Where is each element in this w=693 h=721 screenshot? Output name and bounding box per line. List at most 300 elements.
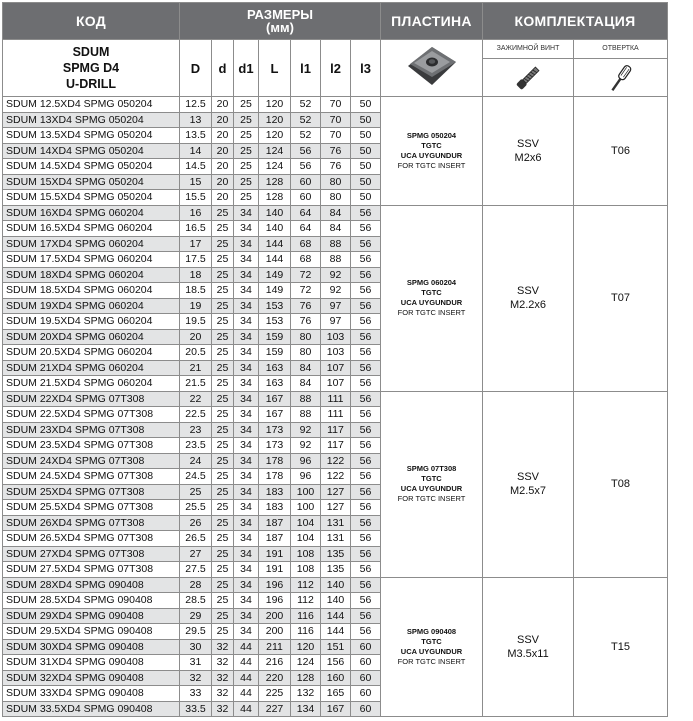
row-l1: 104 bbox=[291, 531, 321, 547]
row-d: 25 bbox=[212, 515, 234, 531]
row-code: SDUM 12.5XD4 SPMG 050204 bbox=[3, 97, 180, 113]
row-l1: 92 bbox=[291, 438, 321, 454]
row-code: SDUM 24XD4 SPMG 07T308 bbox=[3, 453, 180, 469]
screw-line: M2x6 bbox=[514, 151, 542, 164]
row-l2: 103 bbox=[321, 345, 351, 361]
row-D: 22.5 bbox=[180, 407, 212, 423]
row-l1: 112 bbox=[291, 593, 321, 609]
row-l1: 52 bbox=[291, 112, 321, 128]
row-D: 24 bbox=[180, 453, 212, 469]
row-l2: 70 bbox=[321, 97, 351, 113]
row-d1: 34 bbox=[234, 562, 259, 578]
row-code: SDUM 28.5XD4 SPMG 090408 bbox=[3, 593, 180, 609]
row-code: SDUM 26XD4 SPMG 07T308 bbox=[3, 515, 180, 531]
row-l2: 97 bbox=[321, 314, 351, 330]
row-l1: 108 bbox=[291, 546, 321, 562]
row-D: 19 bbox=[180, 298, 212, 314]
row-d1: 34 bbox=[234, 469, 259, 485]
row-d: 25 bbox=[212, 329, 234, 345]
row-l3: 56 bbox=[351, 438, 381, 454]
row-d1: 25 bbox=[234, 174, 259, 190]
row-d1: 34 bbox=[234, 593, 259, 609]
row-D: 18.5 bbox=[180, 283, 212, 299]
dim-header-l1: l1 bbox=[291, 40, 321, 97]
row-l3: 60 bbox=[351, 639, 381, 655]
row-L: 140 bbox=[259, 221, 291, 237]
row-l2: 88 bbox=[321, 252, 351, 268]
insert-info bbox=[381, 205, 483, 391]
row-d1: 44 bbox=[234, 670, 259, 686]
row-l3: 50 bbox=[351, 128, 381, 144]
row-d: 20 bbox=[212, 159, 234, 175]
row-d1: 34 bbox=[234, 624, 259, 640]
row-d1: 34 bbox=[234, 546, 259, 562]
row-code: SDUM 29XD4 SPMG 090408 bbox=[3, 608, 180, 624]
insert-line: SPMG 050204 bbox=[406, 130, 457, 140]
screw-info bbox=[483, 97, 574, 206]
row-D: 15 bbox=[180, 174, 212, 190]
row-l2: 127 bbox=[321, 484, 351, 500]
row-d1: 34 bbox=[234, 205, 259, 221]
row-code: SDUM 22.5XD4 SPMG 07T308 bbox=[3, 407, 180, 423]
row-l1: 56 bbox=[291, 143, 321, 159]
screw-line: SSV bbox=[516, 285, 539, 297]
row-l3: 50 bbox=[351, 174, 381, 190]
row-d: 25 bbox=[212, 422, 234, 438]
header-dimensions-title: РАЗМЕРЫ bbox=[247, 7, 313, 22]
insert-line: UCA UYGUNDUR bbox=[400, 150, 463, 160]
row-code: SDUM 29.5XD4 SPMG 090408 bbox=[3, 624, 180, 640]
row-l2: 151 bbox=[321, 639, 351, 655]
row-code: SDUM 32XD4 SPMG 090408 bbox=[3, 670, 180, 686]
row-D: 16 bbox=[180, 205, 212, 221]
row-D: 21.5 bbox=[180, 376, 212, 392]
insert-line: SPMG 07T308 bbox=[406, 464, 457, 473]
row-d: 25 bbox=[212, 593, 234, 609]
row-d1: 34 bbox=[234, 577, 259, 593]
row-l3: 50 bbox=[351, 159, 381, 175]
row-d1: 34 bbox=[234, 283, 259, 299]
row-l3: 56 bbox=[351, 360, 381, 376]
row-code: SDUM 13XD4 SPMG 050204 bbox=[3, 112, 180, 128]
row-L: 163 bbox=[259, 376, 291, 392]
row-l3: 50 bbox=[351, 112, 381, 128]
row-d1: 34 bbox=[234, 267, 259, 283]
row-l3: 60 bbox=[351, 701, 381, 717]
row-d: 20 bbox=[212, 97, 234, 113]
row-d1: 44 bbox=[234, 701, 259, 717]
row-D: 29 bbox=[180, 608, 212, 624]
row-d: 25 bbox=[212, 205, 234, 221]
row-code: SDUM 17XD4 SPMG 060204 bbox=[3, 236, 180, 252]
row-d1: 25 bbox=[234, 97, 259, 113]
row-L: 178 bbox=[259, 469, 291, 485]
row-l2: 122 bbox=[321, 469, 351, 485]
row-L: 124 bbox=[259, 159, 291, 175]
row-l1: 60 bbox=[291, 174, 321, 190]
row-l3: 56 bbox=[351, 221, 381, 237]
header-dimensions-unit: (мм) bbox=[266, 20, 294, 35]
row-d: 25 bbox=[212, 407, 234, 423]
row-l3: 56 bbox=[351, 562, 381, 578]
row-code: SDUM 15.5XD4 SPMG 050204 bbox=[3, 190, 180, 206]
row-L: 183 bbox=[259, 500, 291, 516]
row-D: 14 bbox=[180, 143, 212, 159]
row-L: 196 bbox=[259, 593, 291, 609]
row-d: 25 bbox=[212, 531, 234, 547]
row-D: 12.5 bbox=[180, 97, 212, 113]
row-d: 25 bbox=[212, 608, 234, 624]
row-l2: 84 bbox=[321, 205, 351, 221]
row-l1: 88 bbox=[291, 407, 321, 423]
row-d: 20 bbox=[212, 174, 234, 190]
row-d1: 34 bbox=[234, 438, 259, 454]
row-l2: 144 bbox=[321, 624, 351, 640]
row-D: 31 bbox=[180, 655, 212, 671]
row-code: SDUM 30XD4 SPMG 090408 bbox=[3, 639, 180, 655]
row-d1: 34 bbox=[234, 329, 259, 345]
row-D: 27 bbox=[180, 546, 212, 562]
table-row bbox=[3, 97, 668, 113]
row-l1: 72 bbox=[291, 267, 321, 283]
row-L: 120 bbox=[259, 112, 291, 128]
row-code: SDUM 21.5XD4 SPMG 060204 bbox=[3, 376, 180, 392]
row-l1: 120 bbox=[291, 639, 321, 655]
row-l2: 103 bbox=[321, 329, 351, 345]
row-D: 19.5 bbox=[180, 314, 212, 330]
row-l1: 84 bbox=[291, 360, 321, 376]
row-l3: 50 bbox=[351, 97, 381, 113]
row-l1: 124 bbox=[291, 655, 321, 671]
row-d: 25 bbox=[212, 484, 234, 500]
row-l2: 97 bbox=[321, 298, 351, 314]
row-l3: 60 bbox=[351, 670, 381, 686]
row-D: 29.5 bbox=[180, 624, 212, 640]
title-line-3: U-DRILL bbox=[66, 77, 116, 91]
row-l1: 112 bbox=[291, 577, 321, 593]
row-l1: 76 bbox=[291, 298, 321, 314]
row-l2: 165 bbox=[321, 686, 351, 702]
row-l3: 56 bbox=[351, 283, 381, 299]
row-D: 23 bbox=[180, 422, 212, 438]
row-d: 25 bbox=[212, 314, 234, 330]
row-d: 20 bbox=[212, 143, 234, 159]
row-d: 20 bbox=[212, 190, 234, 206]
row-d1: 34 bbox=[234, 500, 259, 516]
table-row bbox=[3, 205, 668, 221]
row-D: 16.5 bbox=[180, 221, 212, 237]
table-row bbox=[3, 391, 668, 407]
row-l2: 88 bbox=[321, 236, 351, 252]
insert-line: FOR TGTC INSERT bbox=[397, 308, 466, 317]
screwdriver-icon bbox=[604, 61, 638, 95]
row-L: 128 bbox=[259, 174, 291, 190]
insert-info bbox=[381, 391, 483, 577]
row-d1: 25 bbox=[234, 112, 259, 128]
row-l1: 52 bbox=[291, 128, 321, 144]
title-line-2: SPMG D4 bbox=[62, 61, 120, 75]
row-D: 27.5 bbox=[180, 562, 212, 578]
key-info: T07 bbox=[574, 205, 668, 391]
key-info: T06 bbox=[574, 97, 668, 206]
row-D: 26.5 bbox=[180, 531, 212, 547]
row-l3: 56 bbox=[351, 469, 381, 485]
row-l2: 144 bbox=[321, 608, 351, 624]
row-D: 30 bbox=[180, 639, 212, 655]
row-L: 191 bbox=[259, 562, 291, 578]
row-l1: 128 bbox=[291, 670, 321, 686]
header-dimensions bbox=[180, 3, 381, 40]
row-D: 28 bbox=[180, 577, 212, 593]
row-l1: 96 bbox=[291, 469, 321, 485]
row-d: 25 bbox=[212, 624, 234, 640]
row-L: 124 bbox=[259, 143, 291, 159]
row-l3: 56 bbox=[351, 577, 381, 593]
row-d: 25 bbox=[212, 546, 234, 562]
key-info: T08 bbox=[574, 391, 668, 577]
dim-header-D: D bbox=[180, 40, 212, 97]
row-D: 17.5 bbox=[180, 252, 212, 268]
row-L: 225 bbox=[259, 686, 291, 702]
square-insert-icon bbox=[404, 44, 460, 88]
insert-line: TGTC bbox=[421, 474, 442, 483]
screw-line: M2.2x6 bbox=[509, 299, 547, 311]
row-code: SDUM 20.5XD4 SPMG 060204 bbox=[3, 345, 180, 361]
screw-line: SSV bbox=[516, 137, 539, 150]
row-l1: 108 bbox=[291, 562, 321, 578]
screw-info bbox=[483, 205, 574, 391]
row-L: 167 bbox=[259, 391, 291, 407]
row-d: 25 bbox=[212, 252, 234, 268]
row-L: 200 bbox=[259, 608, 291, 624]
spec-table-container bbox=[2, 2, 668, 717]
row-l2: 92 bbox=[321, 267, 351, 283]
row-l2: 131 bbox=[321, 515, 351, 531]
screw-header-cell bbox=[483, 40, 574, 97]
row-d1: 34 bbox=[234, 608, 259, 624]
row-D: 32 bbox=[180, 670, 212, 686]
row-l3: 56 bbox=[351, 531, 381, 547]
row-l2: 76 bbox=[321, 159, 351, 175]
row-l1: 96 bbox=[291, 453, 321, 469]
row-l2: 167 bbox=[321, 701, 351, 717]
row-D: 25.5 bbox=[180, 500, 212, 516]
row-d: 32 bbox=[212, 670, 234, 686]
row-d: 25 bbox=[212, 360, 234, 376]
row-code: SDUM 23XD4 SPMG 07T308 bbox=[3, 422, 180, 438]
row-d: 25 bbox=[212, 500, 234, 516]
row-L: 120 bbox=[259, 97, 291, 113]
row-l1: 104 bbox=[291, 515, 321, 531]
row-D: 28.5 bbox=[180, 593, 212, 609]
insert-line: UCA UYGUNDUR bbox=[400, 298, 463, 307]
row-L: 173 bbox=[259, 438, 291, 454]
row-l2: 70 bbox=[321, 112, 351, 128]
row-D: 25 bbox=[180, 484, 212, 500]
header-kit: КОМПЛЕКТАЦИЯ bbox=[483, 3, 668, 40]
row-d1: 44 bbox=[234, 686, 259, 702]
row-code: SDUM 25XD4 SPMG 07T308 bbox=[3, 484, 180, 500]
row-D: 23.5 bbox=[180, 438, 212, 454]
row-l3: 50 bbox=[351, 190, 381, 206]
insert-line: FOR TGTC INSERT bbox=[397, 160, 466, 170]
row-d: 20 bbox=[212, 112, 234, 128]
row-d1: 34 bbox=[234, 515, 259, 531]
row-d: 32 bbox=[212, 686, 234, 702]
row-l1: 84 bbox=[291, 376, 321, 392]
row-l3: 56 bbox=[351, 345, 381, 361]
row-l3: 50 bbox=[351, 143, 381, 159]
row-D: 13 bbox=[180, 112, 212, 128]
dim-header-d1: d1 bbox=[234, 40, 259, 97]
row-l1: 100 bbox=[291, 500, 321, 516]
table-row bbox=[3, 577, 668, 593]
row-l3: 56 bbox=[351, 608, 381, 624]
row-L: 187 bbox=[259, 531, 291, 547]
screw-line: SSV bbox=[516, 633, 539, 646]
insert-line: SPMG 060204 bbox=[406, 278, 457, 287]
row-l2: 107 bbox=[321, 360, 351, 376]
screw-line: SSV bbox=[516, 471, 539, 483]
row-L: 191 bbox=[259, 546, 291, 562]
row-L: 149 bbox=[259, 283, 291, 299]
row-d1: 34 bbox=[234, 484, 259, 500]
row-code: SDUM 25.5XD4 SPMG 07T308 bbox=[3, 500, 180, 516]
header-insert: ПЛАСТИНА bbox=[381, 3, 483, 40]
key-header-cell bbox=[574, 40, 668, 97]
insert-line: SPMG 090408 bbox=[406, 626, 457, 636]
row-code: SDUM 18XD4 SPMG 060204 bbox=[3, 267, 180, 283]
row-l2: 156 bbox=[321, 655, 351, 671]
row-l1: 72 bbox=[291, 283, 321, 299]
row-l3: 56 bbox=[351, 453, 381, 469]
row-code: SDUM 24.5XD4 SPMG 07T308 bbox=[3, 469, 180, 485]
row-l3: 56 bbox=[351, 422, 381, 438]
row-L: 159 bbox=[259, 329, 291, 345]
row-code: SDUM 28XD4 SPMG 090408 bbox=[3, 577, 180, 593]
row-l2: 135 bbox=[321, 562, 351, 578]
row-d: 25 bbox=[212, 345, 234, 361]
row-d1: 34 bbox=[234, 236, 259, 252]
row-d1: 34 bbox=[234, 314, 259, 330]
row-l3: 56 bbox=[351, 515, 381, 531]
row-l3: 56 bbox=[351, 236, 381, 252]
row-L: 120 bbox=[259, 128, 291, 144]
product-title bbox=[3, 40, 180, 97]
row-d: 25 bbox=[212, 267, 234, 283]
insert-line: UCA UYGUNDUR bbox=[400, 484, 463, 493]
row-d: 25 bbox=[212, 577, 234, 593]
row-L: 183 bbox=[259, 484, 291, 500]
row-l1: 116 bbox=[291, 608, 321, 624]
row-l1: 60 bbox=[291, 190, 321, 206]
row-l2: 117 bbox=[321, 438, 351, 454]
row-d1: 34 bbox=[234, 453, 259, 469]
row-d: 25 bbox=[212, 438, 234, 454]
row-d1: 34 bbox=[234, 531, 259, 547]
row-d1: 25 bbox=[234, 159, 259, 175]
row-L: 216 bbox=[259, 655, 291, 671]
row-l3: 56 bbox=[351, 391, 381, 407]
row-code: SDUM 14.5XD4 SPMG 050204 bbox=[3, 159, 180, 175]
row-D: 14.5 bbox=[180, 159, 212, 175]
row-l1: 64 bbox=[291, 221, 321, 237]
header-code: КОД bbox=[3, 3, 180, 40]
row-D: 20.5 bbox=[180, 345, 212, 361]
row-code: SDUM 33.5XD4 SPMG 090408 bbox=[3, 701, 180, 717]
row-D: 33 bbox=[180, 686, 212, 702]
title-line-1: SDUM bbox=[72, 45, 110, 59]
row-L: 149 bbox=[259, 267, 291, 283]
row-l3: 56 bbox=[351, 593, 381, 609]
row-D: 13.5 bbox=[180, 128, 212, 144]
row-D: 18 bbox=[180, 267, 212, 283]
spec-table-body bbox=[3, 97, 668, 717]
row-l1: 68 bbox=[291, 252, 321, 268]
row-D: 26 bbox=[180, 515, 212, 531]
row-d1: 25 bbox=[234, 128, 259, 144]
row-l1: 68 bbox=[291, 236, 321, 252]
row-L: 211 bbox=[259, 639, 291, 655]
row-D: 21 bbox=[180, 360, 212, 376]
clamping-screw-icon bbox=[511, 61, 545, 95]
row-code: SDUM 27.5XD4 SPMG 07T308 bbox=[3, 562, 180, 578]
row-code: SDUM 19XD4 SPMG 060204 bbox=[3, 298, 180, 314]
screw-info bbox=[483, 391, 574, 577]
row-code: SDUM 14XD4 SPMG 050204 bbox=[3, 143, 180, 159]
row-l2: 107 bbox=[321, 376, 351, 392]
row-code: SDUM 19.5XD4 SPMG 060204 bbox=[3, 314, 180, 330]
row-l1: 76 bbox=[291, 314, 321, 330]
row-d1: 34 bbox=[234, 407, 259, 423]
row-D: 20 bbox=[180, 329, 212, 345]
row-l2: 111 bbox=[321, 407, 351, 423]
row-d: 32 bbox=[212, 701, 234, 717]
row-L: 200 bbox=[259, 624, 291, 640]
row-d1: 34 bbox=[234, 422, 259, 438]
insert-line: TGTC bbox=[421, 288, 442, 297]
row-d1: 34 bbox=[234, 345, 259, 361]
row-d1: 25 bbox=[234, 143, 259, 159]
row-l1: 80 bbox=[291, 329, 321, 345]
row-L: 173 bbox=[259, 422, 291, 438]
insert-image-cell bbox=[381, 40, 483, 97]
spec-table bbox=[2, 2, 668, 717]
insert-info bbox=[381, 97, 483, 206]
row-l2: 140 bbox=[321, 593, 351, 609]
dim-header-L: L bbox=[259, 40, 291, 97]
row-code: SDUM 21XD4 SPMG 060204 bbox=[3, 360, 180, 376]
row-code: SDUM 27XD4 SPMG 07T308 bbox=[3, 546, 180, 562]
row-l1: 88 bbox=[291, 391, 321, 407]
row-d1: 25 bbox=[234, 190, 259, 206]
row-l3: 56 bbox=[351, 267, 381, 283]
row-l1: 100 bbox=[291, 484, 321, 500]
row-d: 25 bbox=[212, 391, 234, 407]
row-D: 22 bbox=[180, 391, 212, 407]
row-code: SDUM 18.5XD4 SPMG 060204 bbox=[3, 283, 180, 299]
row-l1: 92 bbox=[291, 422, 321, 438]
row-l2: 122 bbox=[321, 453, 351, 469]
screw-line: M3.5x11 bbox=[507, 647, 549, 660]
insert-line: FOR TGTC INSERT bbox=[397, 656, 466, 666]
row-l1: 134 bbox=[291, 701, 321, 717]
screw-info bbox=[483, 577, 574, 717]
row-l1: 132 bbox=[291, 686, 321, 702]
row-l2: 92 bbox=[321, 283, 351, 299]
row-l3: 56 bbox=[351, 546, 381, 562]
row-L: 140 bbox=[259, 205, 291, 221]
